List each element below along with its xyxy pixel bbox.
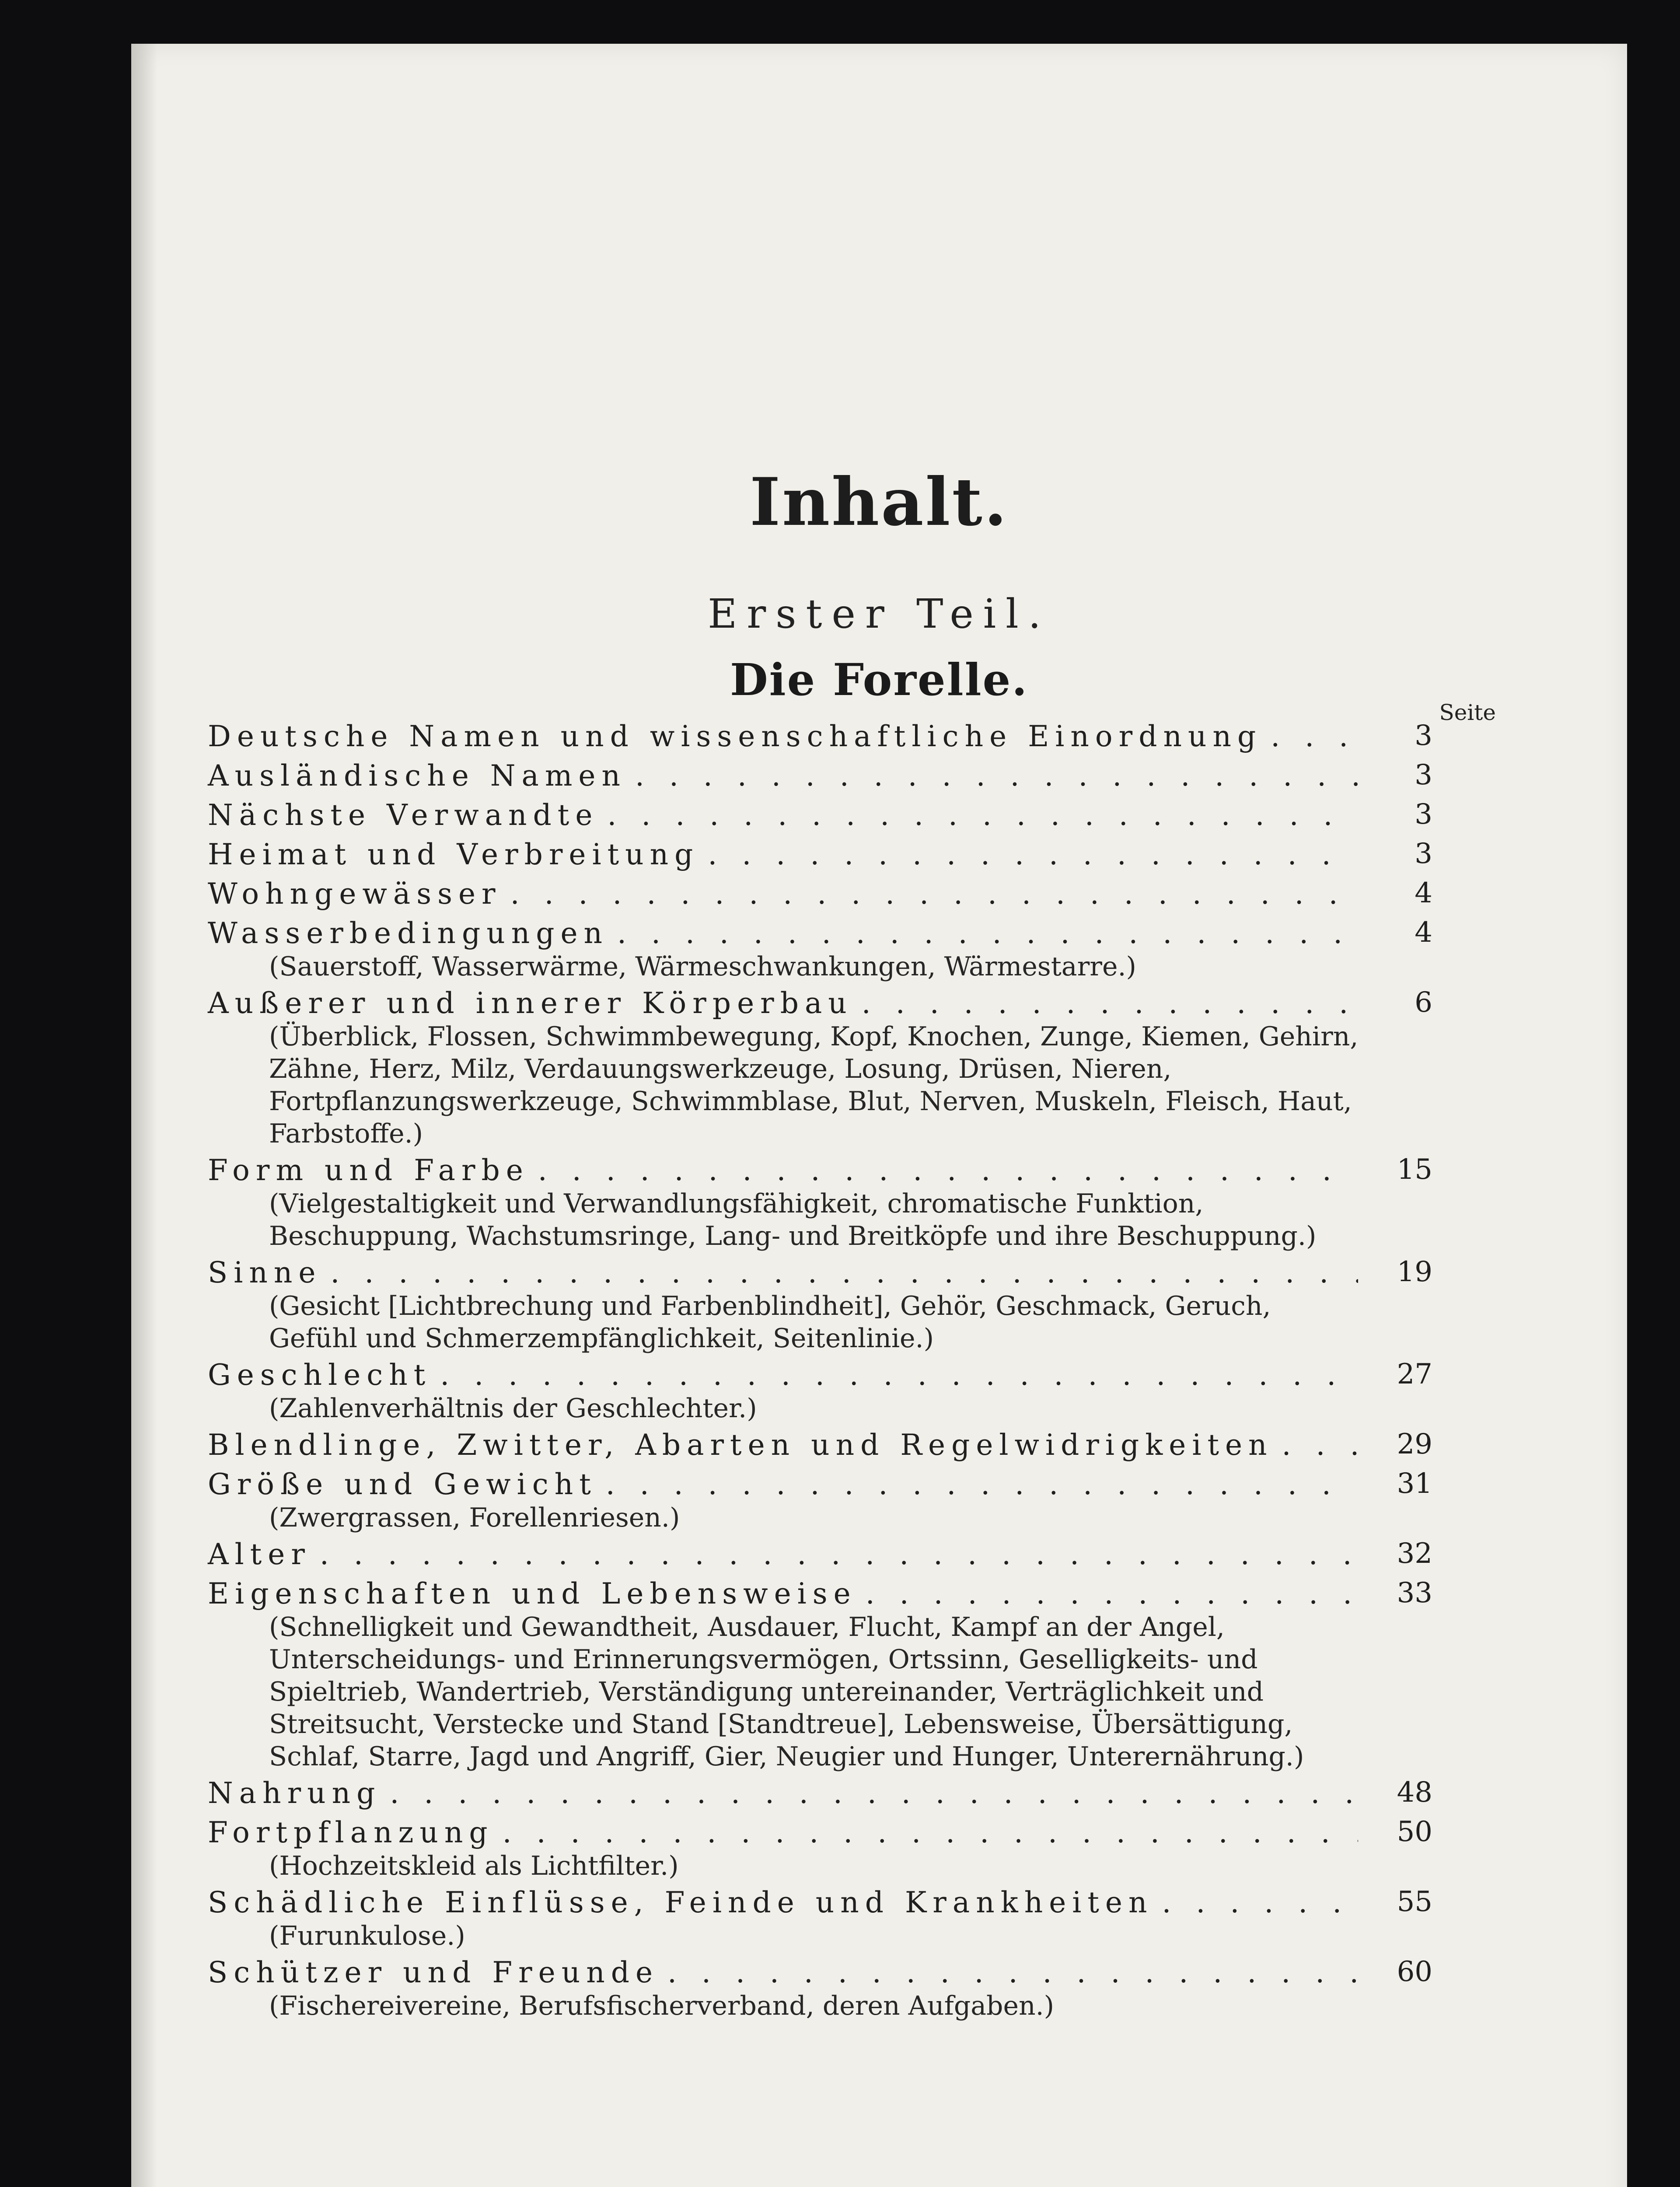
toc-entry-title: Geschlecht [208, 1358, 432, 1392]
toc-entry-title: Form und Farbe [208, 1153, 529, 1187]
toc-entry-detail: (Schnelligkeit und Gewandtheit, Ausdauer, Flucht, Kampf an der Angel, Unterscheidungs- und Erinnerungsvermögen, Ortssinn, Geselligkeits- und Spieltrieb, Wandertrieb, Verständigung untereinander, Verträglichkeit und Streitsucht, Verstecke und Stand [Standtreue], Lebensweise, Übersättigung, Schlaf, Starre, Jagd und Angriff, Gier, Neugier und Hunger, Unterernährung.) [269, 1612, 1304, 1772]
toc-entry[interactable] [208, 986, 1432, 1150]
toc-entry-page: 4 [1415, 916, 1432, 949]
page-gutter-shadow [131, 44, 157, 2187]
toc-entry-page: 15 [1397, 1153, 1432, 1186]
book-page [131, 44, 1627, 2187]
toc-entry[interactable] [208, 1428, 1432, 1467]
toc-entry-page: 19 [1397, 1256, 1432, 1288]
section-heading: Die Forelle. [730, 654, 1029, 706]
toc-entry[interactable] [208, 877, 1432, 916]
toc-entry[interactable] [208, 1358, 1432, 1425]
toc-entry[interactable] [208, 838, 1432, 877]
leader-dots [1282, 1428, 1358, 1462]
toc-entry-page: 29 [1397, 1428, 1432, 1460]
toc-entry-title: Alter [208, 1537, 311, 1571]
toc-entry-detail: (Überblick, Flossen, Schwimmbewegung, Kopf, Knochen, Zunge, Kiemen, Gehirn, Zähne, Herz, Milz, Verdauungswerkzeuge, Losung, Drüsen, Nieren, Fortpflanzungswerkzeuge, Schwimmblase, Blut, Nerven, Muskeln, Fleisch, Haut, Farbstoffe.) [269, 1021, 1359, 1149]
leader-dots [635, 759, 1358, 793]
toc-entry-title: Ausländische Namen [208, 759, 626, 793]
leader-dots [606, 1467, 1358, 1501]
toc-entry-title: Nächste Verwandte [208, 798, 599, 832]
toc-entry[interactable] [208, 759, 1432, 798]
leader-dots [510, 877, 1358, 911]
toc-entry[interactable] [208, 1776, 1432, 1816]
toc-entry[interactable] [208, 720, 1432, 759]
toc-entry[interactable] [208, 1467, 1432, 1534]
toc-entry[interactable] [208, 1256, 1432, 1355]
toc-entry-page: 27 [1397, 1358, 1432, 1390]
toc-entry-title: Wasserbedingungen [208, 916, 609, 950]
toc-entry-title: Blendlinge, Zwitter, Abarten und Regelwidrigkeiten [208, 1428, 1273, 1462]
toc-entry-detail: (Vielgestaltigkeit und Verwandlungsfähigkeit, chromatische Funktion, Beschuppung, Wachstumsringe, Lang- und Breitköpfe und ihre Beschuppung.) [269, 1188, 1317, 1251]
toc-entry-detail: (Gesicht [Lichtbrechung und Farbenblindheit], Gehör, Geschmack, Geruch, Gefühl und Schmerzempfänglichkeit, Seitenlinie.) [269, 1291, 1271, 1354]
toc-entry-detail: (Fischereivereine, Berufsfischerverband, deren Aufgaben.) [269, 1991, 1055, 2021]
table-of-contents [208, 720, 1432, 2026]
toc-entry[interactable] [208, 1577, 1432, 1773]
toc-entry-detail: (Sauerstoff, Wasserwärme, Wärmeschwankungen, Wärmestarre.) [269, 951, 1136, 982]
toc-entry[interactable] [208, 1956, 1432, 2022]
part-heading: Erster Teil. [708, 590, 1051, 637]
toc-entry-title: Sinne [208, 1256, 322, 1289]
toc-entry-title: Nahrung [208, 1776, 381, 1810]
leader-dots [862, 986, 1358, 1020]
toc-entry-detail: (Zwergrassen, Forellenriesen.) [269, 1502, 680, 1533]
toc-entry-detail: (Zahlenverhältnis der Geschlechter.) [269, 1393, 757, 1424]
leader-dots [1271, 720, 1358, 753]
leader-dots [708, 838, 1358, 871]
leader-dots [503, 1816, 1358, 1849]
toc-entry-page: 3 [1415, 759, 1432, 791]
leader-dots [440, 1358, 1358, 1392]
toc-entry-page: 33 [1397, 1577, 1432, 1609]
toc-entry-detail: (Furunkulose.) [269, 1921, 465, 1951]
toc-entry-title: Heimat und Verbreitung [208, 838, 699, 871]
toc-entry-page: 60 [1397, 1956, 1432, 1988]
toc-entry[interactable] [208, 1886, 1432, 1952]
leader-dots [866, 1577, 1358, 1611]
toc-entry-page: 48 [1397, 1776, 1432, 1809]
toc-entry-title: Fortpflanzung [208, 1816, 494, 1849]
leader-dots [390, 1776, 1358, 1810]
toc-entry-title: Deutsche Namen und wissenschaftliche Einordnung [208, 720, 1262, 753]
toc-entry-title: Schädliche Einflüsse, Feinde und Krankheiten [208, 1886, 1153, 1919]
toc-entry-page: 4 [1415, 877, 1432, 909]
leader-dots [320, 1537, 1358, 1571]
toc-entry[interactable] [208, 916, 1432, 983]
toc-entry-detail: (Hochzeitskleid als Lichtfilter.) [269, 1851, 679, 1881]
leader-dots [667, 1956, 1358, 1989]
toc-entry-page: 32 [1397, 1537, 1432, 1570]
toc-entry-page: 3 [1415, 798, 1432, 831]
leader-dots [1162, 1886, 1358, 1919]
toc-entry-page: 55 [1397, 1886, 1432, 1918]
toc-entry-page: 3 [1415, 720, 1432, 752]
leader-dots [330, 1256, 1358, 1289]
toc-entry[interactable] [208, 1816, 1432, 1882]
toc-entry-title: Eigenschaften und Lebensweise [208, 1577, 857, 1611]
toc-entry-page: 31 [1397, 1467, 1432, 1500]
toc-entry-page: 6 [1415, 986, 1432, 1019]
toc-entry-page: 3 [1415, 838, 1432, 870]
leader-dots [607, 798, 1358, 832]
leader-dots [538, 1153, 1358, 1187]
toc-entry-page: 50 [1397, 1816, 1432, 1848]
toc-entry-title: Schützer und Freunde [208, 1956, 659, 1989]
toc-entry[interactable] [208, 1537, 1432, 1577]
toc-entry[interactable] [208, 1153, 1432, 1252]
toc-entry-title: Außerer und innerer Körperbau [208, 986, 853, 1020]
toc-entry-title: Wohngewässer [208, 877, 502, 911]
toc-entry-title: Größe und Gewicht [208, 1467, 597, 1501]
toc-entry[interactable] [208, 798, 1432, 838]
page-title: Inhalt. [750, 464, 1009, 541]
leader-dots [617, 916, 1358, 950]
page-column-label: Seite [1439, 700, 1496, 725]
